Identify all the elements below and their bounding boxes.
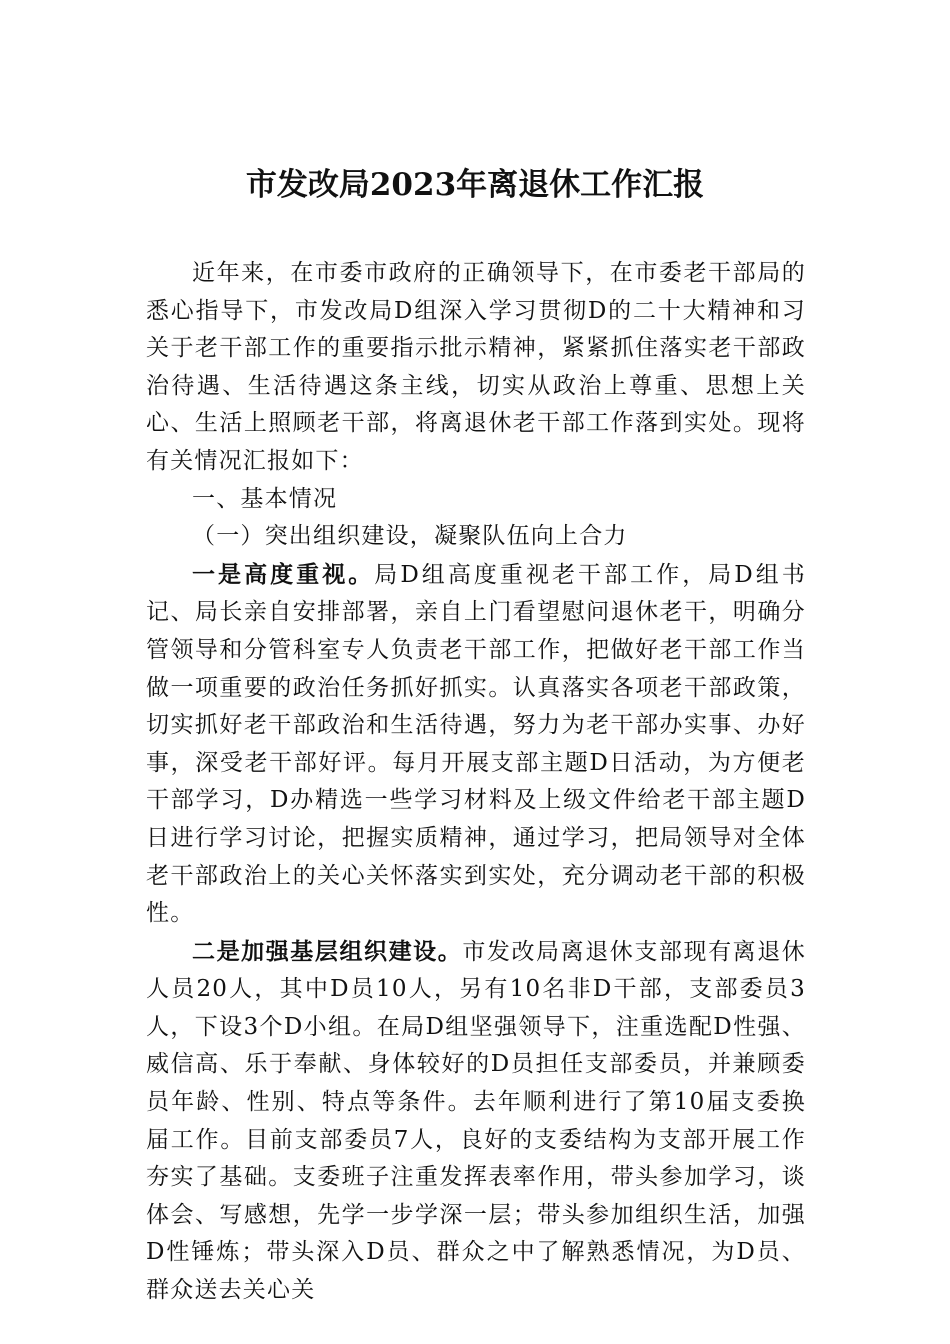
subsection-heading-organization: （一）突出组织建设，凝聚队伍向上合力 xyxy=(192,523,628,550)
point-one-paragraph xyxy=(146,556,806,933)
document-title: 市发改局2023年离退休工作汇报 xyxy=(245,167,705,203)
document-body xyxy=(146,255,806,1310)
section-heading-basic-situation: 一、基本情况 xyxy=(192,485,338,512)
point-one-text: 局D组高度重视老干部工作，局D组书记、局长亲自安排部署，亲自上门看望慰问退休老干，明确分管领导和分管科室专人负责老干部工作，把做好老干部工作当做一项重要的政治任务抓好抓实。认真落实各项老干部政策，切实抓好老干部政治和生活待遇，努力为老干部办实事、办好事，深受老干部好评。每月开展支部主题D日活动，为方便老干部学习，D办精选一些学习材料及上级文件给老干部主题D日进行学习讨论，把握实质精神，通过学习，把局领导对全体老干部政治上的关心关怀落实到实处，充分调动老干部的积极性。 xyxy=(146,561,806,927)
point-two-lead: 二是加强基层组织建设。 xyxy=(192,937,463,965)
point-two-text: 市发改局离退休支部现有离退休人员20人，其中D员10人，另有10名非D干部，支部委员3人，下设3个D小组。在局D组坚强领导下，注重选配D性强、威信高、乐于奉献、身体较好的D员担任支部委员，并兼顾委员年龄、性别、特点等条件。去年顺利进行了第10届支委换届工作。目前支部委员7人，良好的支委结构为支部开展工作夯实了基础。支委班子注重发挥表率作用，带头参加学习，谈体会、写感想，先学一步学深一层；带头参加组织生活，加强D性锤炼；带头深入D员、群众之中了解熟悉情况，为D员、群众送去关心关 xyxy=(146,938,806,1304)
point-two-paragraph xyxy=(146,933,806,1310)
point-one-lead: 一是高度重视。 xyxy=(192,560,375,588)
intro-paragraph: 近年来，在市委市政府的正确领导下，在市委老干部局的悉心指导下，市发改局D组深入学习贯彻D的二十大精神和习关于老干部工作的重要指示批示精神，紧紧抓住落实老干部政治待遇、生活待遇这条主线，切实从政治上尊重、思想上关心、生活上照顾老干部，将离退休老干部工作落到实处。现将有关情况汇报如下： xyxy=(146,260,806,474)
